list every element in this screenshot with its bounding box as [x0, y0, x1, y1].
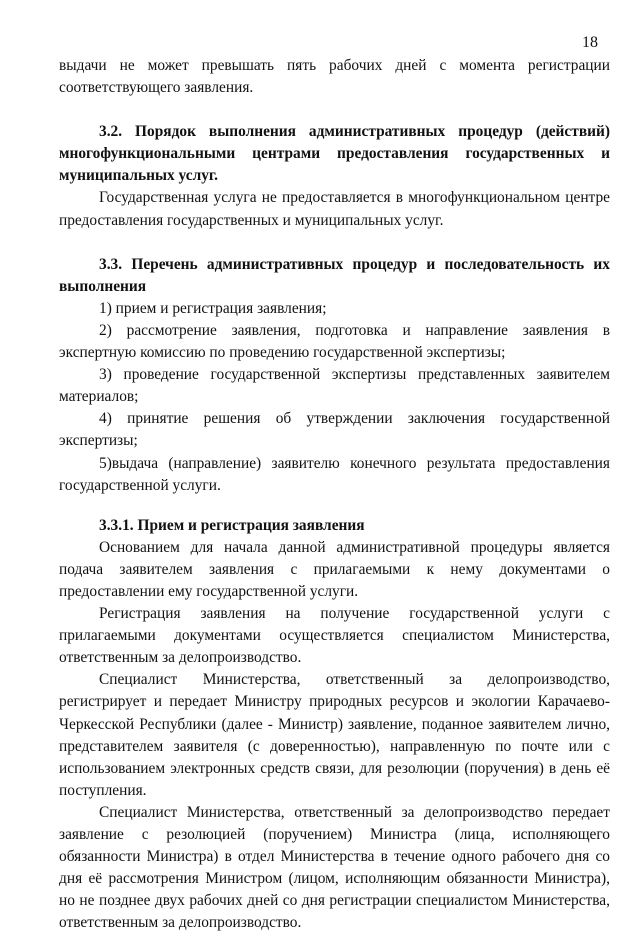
- section-heading-3-3: 3.3. Перечень административных процедур и последовательность их выполнения: [59, 255, 610, 295]
- list-item-4: 4) принятие решения об утверждении заключения государственной экспертизы;: [59, 410, 610, 450]
- page-number: 18: [582, 34, 598, 51]
- paragraph-3-3-1-c: Специалист Министерства, ответственный за делопроизводство, регистрирует и передает Министру природных ресурсов и экологии Карачаево-Черкесской Республики (далее - Министр) заявление, поданное заявителем лично, представителем заявителя (с доверенностью), направленную по почте или с использованием электронных средств связи, для резолюции (поручения) в день её поступления.: [59, 671, 610, 799]
- section-heading-3-2: 3.2. Порядок выполнения административных процедур (действий) многофункциональными центрами предоставления государственных и муниципальных услуг.: [59, 123, 610, 185]
- paragraph-continuation: выдачи не может превышать пять рабочих дней с момента регистрации соответствующего заявления.: [59, 57, 610, 97]
- paragraph-3-2: Государственная услуга не предоставляется в многофункциональном центре предоставления государственных и муниципальных услуг.: [59, 189, 610, 229]
- list-item-5: 5)выдача (направление) заявителю конечного результата предоставления государственной услуги.: [59, 454, 610, 494]
- paragraph-3-3-1-a: Основанием для начала данной административной процедуры является подача заявителем заявления с прилагаемыми к нему документами о предоставлении ему государственной услуги.: [59, 538, 610, 600]
- list-item-1: 1) прием и регистрация заявления;: [99, 299, 327, 317]
- list-item-3: 3) проведение государственной экспертизы представленных заявителем материалов;: [59, 366, 610, 406]
- list-item-2: 2) рассмотрение заявления, подготовка и направление заявления в экспертную комиссию по проведению государственной экспертизы;: [59, 321, 610, 362]
- document-body: [59, 55, 610, 934]
- section-heading-3-3-1: 3.3.1. Прием и регистрация заявления: [99, 516, 365, 534]
- paragraph-3-3-1-b: Регистрация заявления на получение государственной услуги с прилагаемыми документами осуществляется специалистом Министерства, ответственным за делопроизводство.: [59, 605, 610, 667]
- paragraph-3-3-1-d: Специалист Министерства, ответственный за делопроизводство передает заявление с резолюцией (поручением) Министра (лица, исполняющего обязанности Министра) в отдел Министерства в течение одного рабочего дня со дня её рассмотрения Министром (лицом, исполняющим обязанности Министра), но не позднее двух рабочих дней со дня регистрации специалистом Министерства, ответственным за делопроизводство.: [59, 803, 610, 932]
